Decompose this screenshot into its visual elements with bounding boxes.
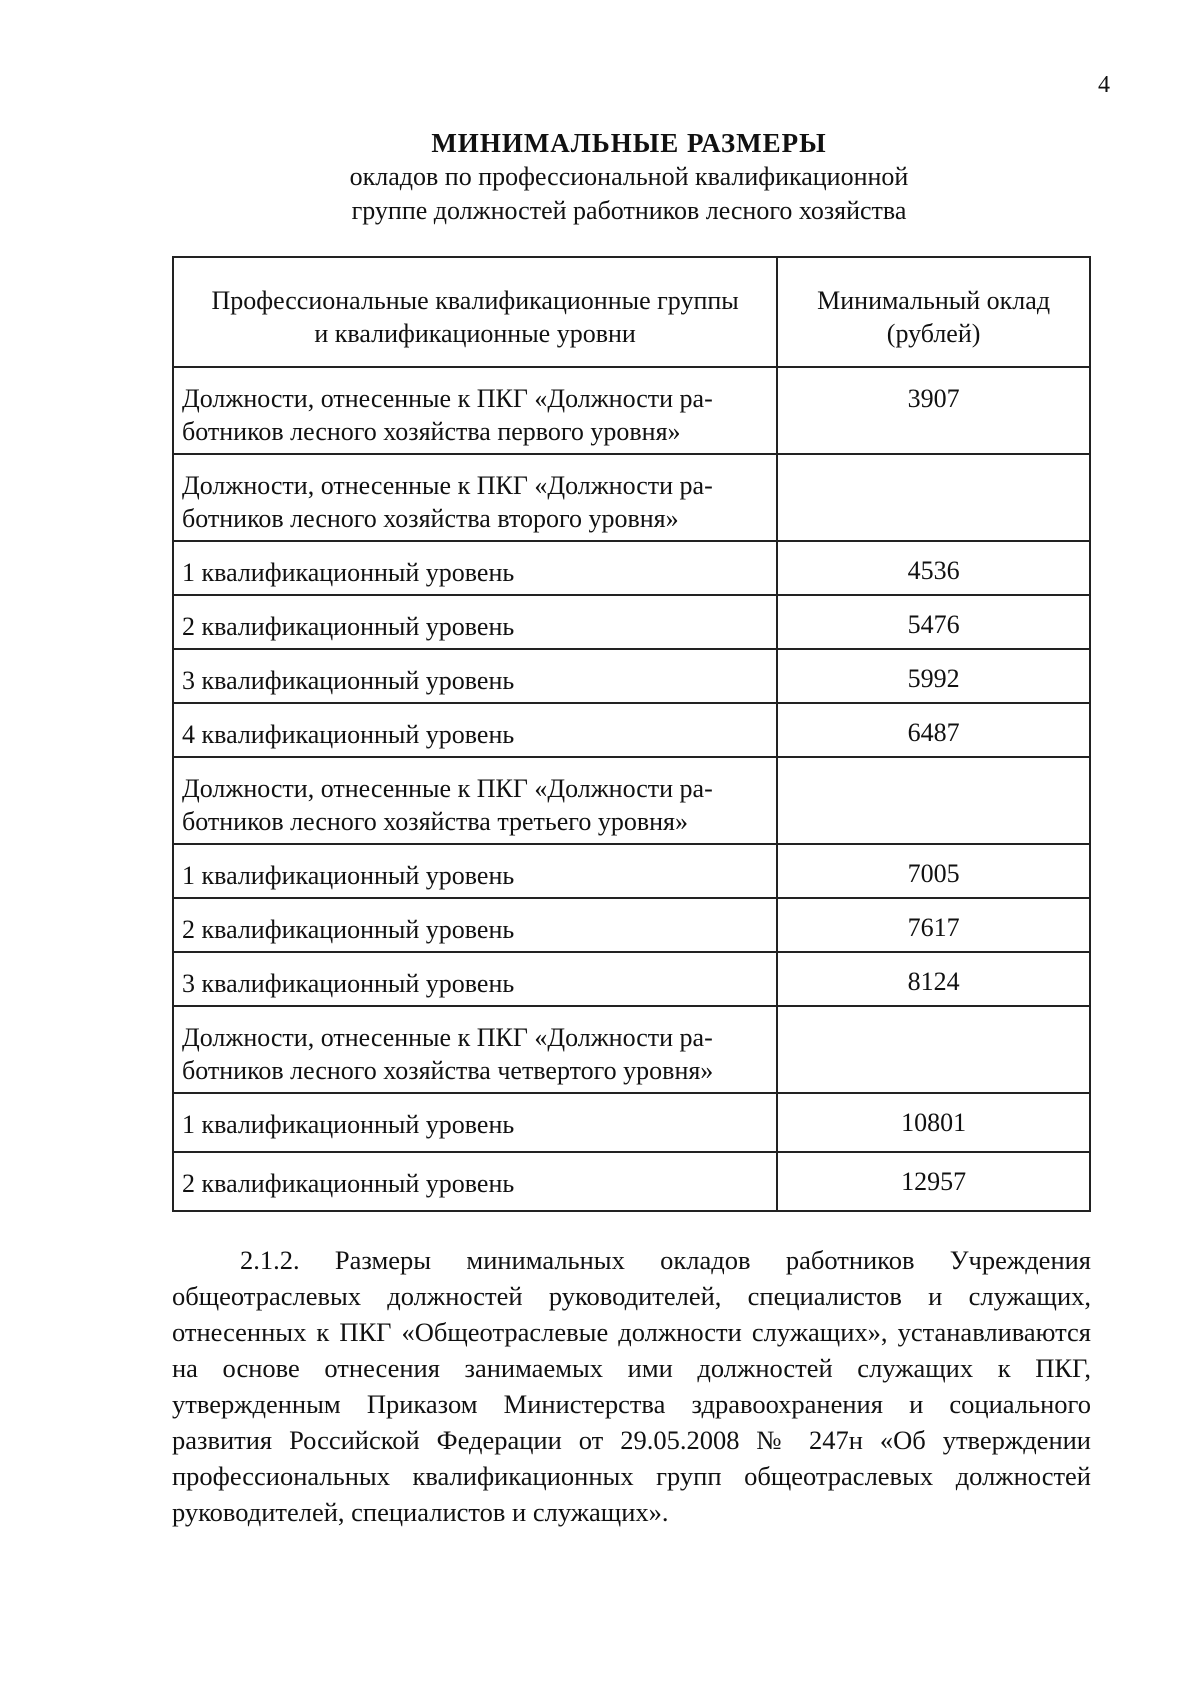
row-value-cell: 3907 xyxy=(777,367,1090,454)
table-row xyxy=(173,898,1090,952)
table-row xyxy=(173,757,1090,844)
table-header-row xyxy=(173,257,1090,367)
row-name-cell: 4 квалификационный уровень xyxy=(173,703,777,757)
table-row xyxy=(173,1093,1090,1152)
header-salary-line-2: (рублей) xyxy=(886,319,981,348)
header-salary-cell xyxy=(777,257,1090,367)
row-name-line-1: Должности, отнесенные к ПКГ «Должности ра- xyxy=(182,774,713,803)
row-name-cell: 3 квалификационный уровень xyxy=(173,649,777,703)
row-value-cell: 7005 xyxy=(777,844,1090,898)
header-salary-line-1: Минимальный оклад xyxy=(817,286,1051,315)
row-name-cell: 1 квалификационный уровень xyxy=(173,844,777,898)
row-name-cell xyxy=(173,757,777,844)
row-value-cell: 5476 xyxy=(777,595,1090,649)
row-value-cell: 8124 xyxy=(777,952,1090,1006)
table-row xyxy=(173,454,1090,541)
row-value-cell: 4536 xyxy=(777,541,1090,595)
row-name-cell: 2 квалификационный уровень xyxy=(173,898,777,952)
table-row xyxy=(173,1006,1090,1093)
salary-table xyxy=(172,256,1091,1212)
row-name-line-1: Должности, отнесенные к ПКГ «Должности ра- xyxy=(182,471,713,500)
row-value-cell: 12957 xyxy=(777,1152,1090,1211)
row-name-cell xyxy=(173,454,777,541)
document-title: МИНИМАЛЬНЫЕ РАЗМЕРЫ xyxy=(431,128,827,158)
row-name-line-2: ботников лесного хозяйства второго уровня» xyxy=(182,504,679,533)
row-name-line-1: Должности, отнесенные к ПКГ «Должности ра- xyxy=(182,1023,713,1052)
row-value-cell: 5992 xyxy=(777,649,1090,703)
table-row xyxy=(173,703,1090,757)
row-value-cell: 7617 xyxy=(777,898,1090,952)
document-subtitle-line-1: окладов по профессиональной квалификационной xyxy=(349,162,909,191)
table-row xyxy=(173,649,1090,703)
row-name-cell: 2 квалификационный уровень xyxy=(173,595,777,649)
row-name-cell: 1 квалификационный уровень xyxy=(173,1093,777,1152)
header-groups-line-2: и квалификационные уровни xyxy=(314,319,636,348)
table-row xyxy=(173,1152,1090,1211)
header-groups-line-1: Профессиональные квалификационные группы xyxy=(211,286,739,315)
row-name-cell: 2 квалификационный уровень xyxy=(173,1152,777,1211)
row-value-cell: 10801 xyxy=(777,1093,1090,1152)
row-name-cell: 3 квалификационный уровень xyxy=(173,952,777,1006)
table-row xyxy=(173,844,1090,898)
table-row xyxy=(173,595,1090,649)
row-name-line-2: ботников лесного хозяйства третьего уровня» xyxy=(182,807,688,836)
row-value-cell xyxy=(777,454,1090,541)
table-row xyxy=(173,952,1090,1006)
row-name-line-1: Должности, отнесенные к ПКГ «Должности ра- xyxy=(182,384,713,413)
title-block xyxy=(170,126,1088,228)
row-name-cell xyxy=(173,367,777,454)
table-row xyxy=(173,367,1090,454)
table-row xyxy=(173,541,1090,595)
row-value-cell: 6487 xyxy=(777,703,1090,757)
page-number: 4 xyxy=(1098,72,1110,98)
row-value-cell xyxy=(777,1006,1090,1093)
body-paragraph: 2.1.2. Размеры минимальных окладов работников Учреждения общеотраслевых должностей руководителей, специалистов и служащих, отнесенных к ПКГ «Общеотраслевые должности служащих», устанавливаются на основе отнесения занимаемых ими должностей служащих к ПКГ, утвержденным Приказом Министерства здравоохранения и социального развития Российской Федерации от 29.05.2008 № 247н «Об утверждении профессиональных квалификационных групп общеотраслевых должностей руководителей, специалистов и служащих». xyxy=(172,1245,1091,1527)
header-groups-cell xyxy=(173,257,777,367)
row-value-cell xyxy=(777,757,1090,844)
row-name-line-2: ботников лесного хозяйства первого уровня» xyxy=(182,417,681,446)
document-subtitle-line-2: группе должностей работников лесного хозяйства xyxy=(351,196,907,225)
row-name-cell: 1 квалификационный уровень xyxy=(173,541,777,595)
row-name-line-2: ботников лесного хозяйства четвертого уровня» xyxy=(182,1056,714,1085)
row-name-cell xyxy=(173,1006,777,1093)
